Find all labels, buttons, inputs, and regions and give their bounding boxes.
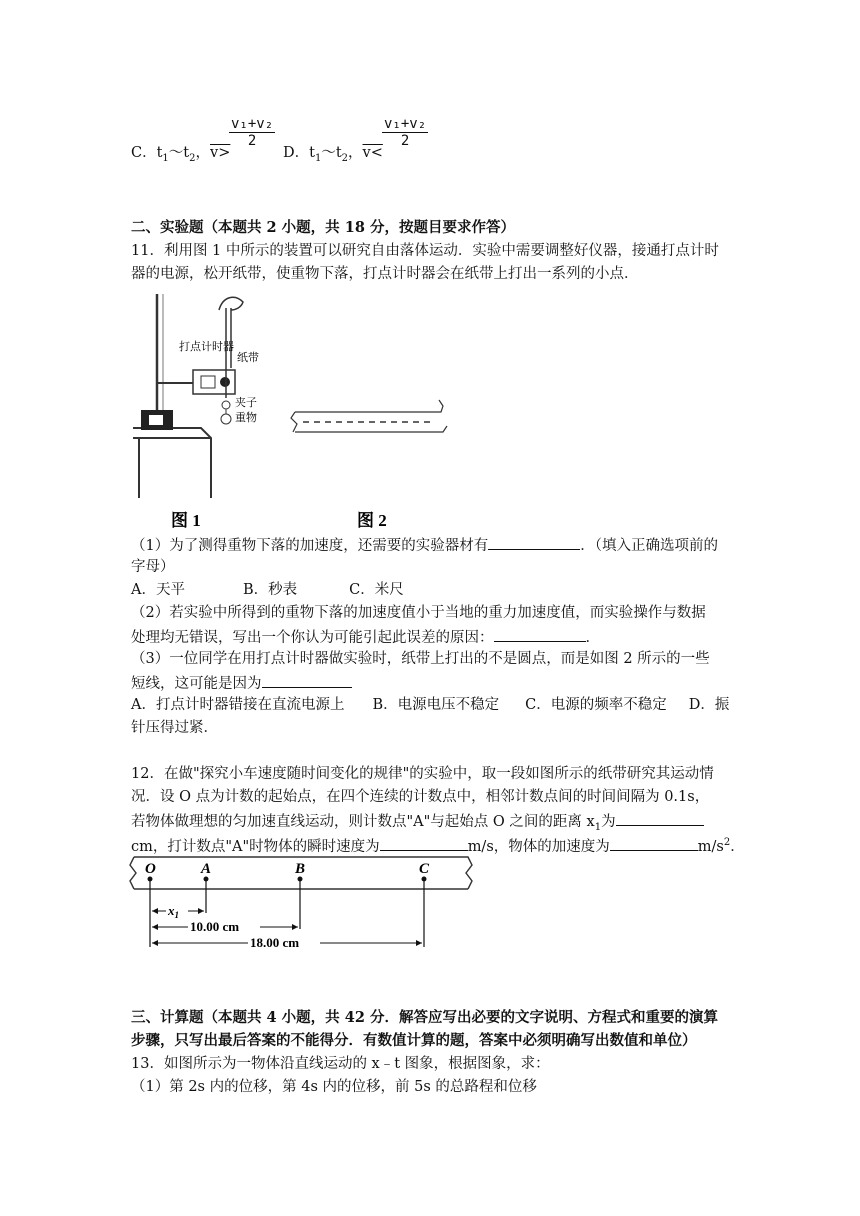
q13-line1: 13．如图所示为一物体沿直线运动的 x﹣t 图象，根据图象，求： [131,1056,550,1072]
q11-part1-line2: 字母） [131,559,175,575]
q11-part2-line1: （2）若实验中所得到的重物下落的加速度值小于当地的重力加速度值，而实验操作与数据 [131,605,706,621]
label-tape: 纸带 [237,352,259,364]
q11-part2-line2: 处理均无错误，写出一个你认为可能引起此误差的原因： ． [131,626,600,648]
q12-line4: cm，打计数点"A"时物体的瞬时速度为 m/s，物体的加速度为 $m/s^2$． [131,833,745,857]
q11-part3-line2: 短线，这可能是因为 [131,672,352,694]
point-a-label: A [201,861,212,877]
q12-line2: 况．设 O 点为计数的起始点，在四个连续的计数点中，相邻计数点间的时间间隔为 0.1s， [131,789,710,805]
distance-18cm: 18.00 cm [250,935,300,950]
answer-blank-q11-3[interactable] [262,672,352,688]
answer-blank-q11-1[interactable] [488,534,580,550]
label-timer: 打点计时器 [179,341,234,353]
q11-part3-line1: （3）一位同学在用打点计时器做实验时，纸带上打出的不是圆点，而是如图 2 所示的一些 [131,651,710,667]
q10-option-d: D．$t_1\sim t_2$，v< [283,145,383,164]
section-2-heading: 二、实验题（本题共 2 小题，共 18 分，按题目要求作答） [131,219,515,236]
q11-part3-options: A．打点计时器错接在直流电源上 B．电源电压不稳定 C．电源的频率不稳定 D．振 [131,697,730,713]
point-b-label: B [295,861,306,877]
q11-stem-line1: 11．利用图 1 中所示的装置可以研究自由落体运动．实验中需要调整好仪器，接通打点计时 [131,243,719,259]
table [133,428,211,498]
point-c-label: C [419,861,430,877]
answer-blank-q12-1[interactable] [616,810,704,826]
q11-figure [131,288,481,530]
answer-blank-q11-2[interactable] [494,626,586,642]
label-weight: 重物 [235,412,257,424]
tape-figure-2 [291,400,447,432]
q11-stem-line2: 器的电源，松开纸带，使重物下落，打点计时器会在纸带上打出一系列的小点． [131,266,639,282]
q11-part1-line1: （1）为了测得重物下落的加速度，还需要的实验器材有 ．（填入正确选项前的 [131,534,718,556]
x1-label: $x_1$ [168,903,179,920]
q12-tape-figure [128,855,476,951]
answer-blank-q12-3[interactable] [610,835,698,851]
point-o-label: O [145,861,156,877]
q13-line2: （1）第 2s 内的位移，第 4s 内的位移，前 5s 的总路程和位移 [131,1079,537,1095]
section-3-heading-line2: 步骤，只写出最后答案的不能得分．有数值计算的题，答案中必须明确写出数值和单位） [131,1032,697,1049]
answer-blank-q12-2[interactable] [380,835,468,851]
q12-line1: 12．在做"探究小车速度随时间变化的规律"的实验中，取一段如图所示的纸带研究其运动情 [131,766,714,782]
fig1-caption: 图 1 [171,511,201,530]
q10-option-d-fraction: $\frac{\text{v₁+v₂}}{2}$ [384,116,427,149]
q10-option-c: C．$t_1\sim t_2$，v> [131,145,231,164]
weight [221,414,231,424]
q12-line3: 若物体做理想的匀加速直线运动，则计数点"A"与起始点 O 之间的距离 $x_1$为 [131,810,704,838]
q11-options: A．天平 B．秒表 C．米尺 [131,582,404,598]
distance-10cm: 10.00 cm [190,919,240,934]
label-clip: 夹子 [235,397,257,409]
section-3-heading-line1: 三、计算题（本题共 4 小题，共 42 分．解答应写出必要的文字说明、方程式和重要的演算 [131,1009,718,1026]
q10-option-c-fraction: $\frac{\text{v₁+v₂}}{2}$ [231,116,274,149]
fig2-caption: 图 2 [357,511,387,530]
q11-part3-line4: 针压得过紧． [131,720,218,736]
